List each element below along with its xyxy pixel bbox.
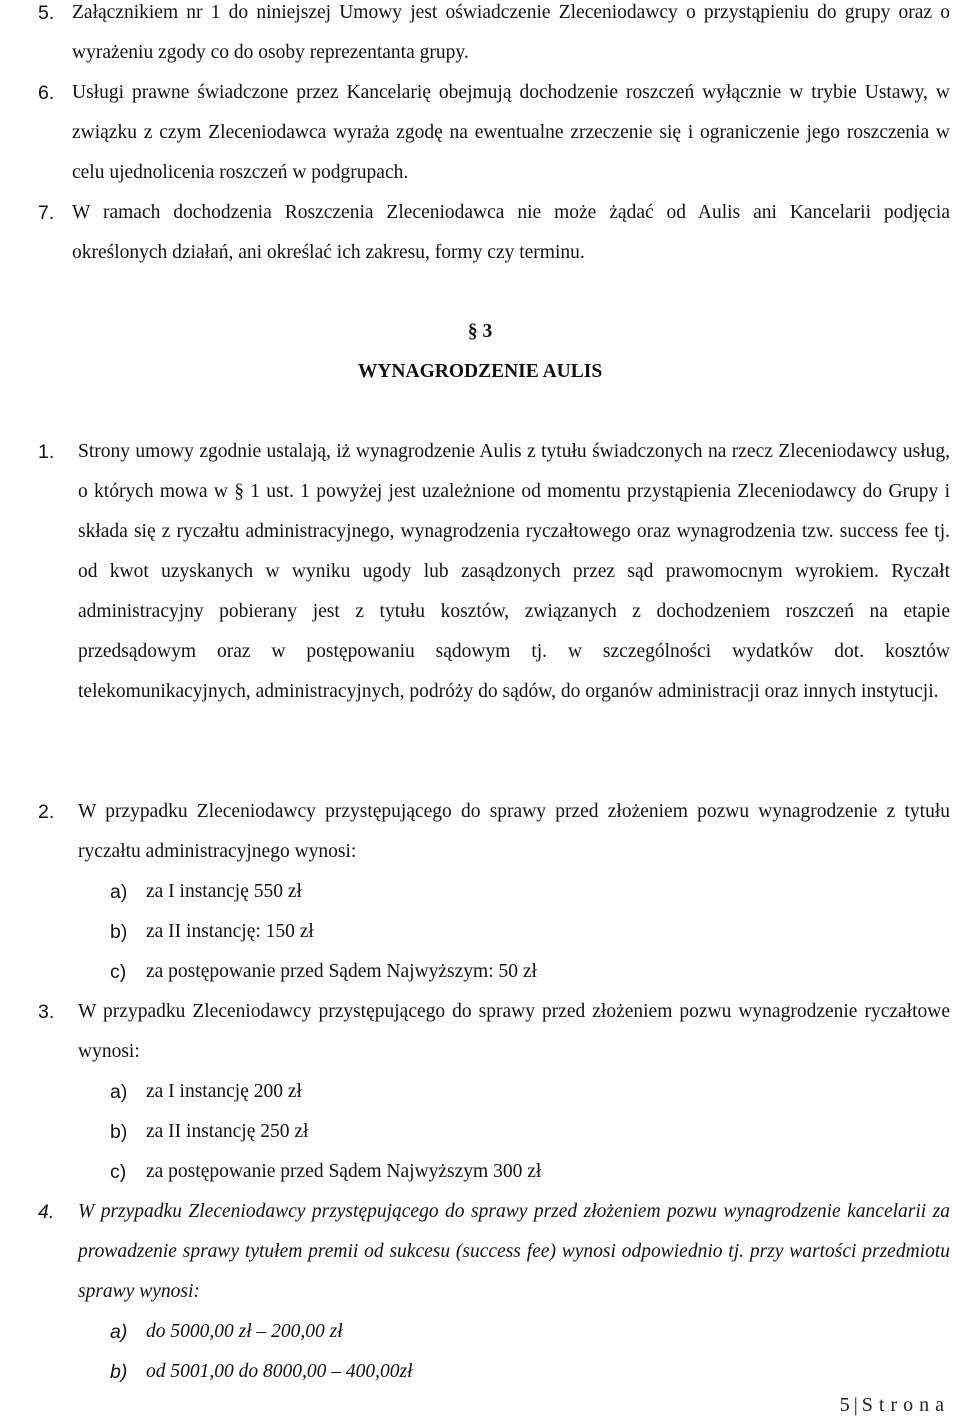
- list-item: [0, 73, 950, 193]
- list-item: [0, 0, 950, 73]
- item-number: 1.: [38, 441, 55, 463]
- sub-item-label: c): [110, 1161, 127, 1183]
- item-text: W przypadku Zleceniodawcy przystępującego do sprawy przed złożeniem pozwu wynagrodzenie kancelarii za prowadzenie sprawy tytułem premii od sukcesu (success fee) wynosi odpowiednio tj. przy wartości przedmiotu sprawy wynosi:: [78, 1201, 950, 1302]
- item-number: 2.: [38, 801, 55, 823]
- item-number: 5.: [38, 2, 55, 24]
- sub-item-text: za postępowanie przed Sądem Najwyższym: 50 zł: [146, 961, 537, 982]
- list-item: [0, 1192, 950, 1312]
- item-text: W przypadku Zleceniodawcy przystępującego do sprawy przed złożeniem pozwu wynagrodzenie z tytułu ryczałtu administracyjnego wynosi:: [78, 801, 950, 862]
- sub-item-label: b): [110, 1361, 128, 1383]
- section-title: WYNAGRODZENIE AULIS: [357, 361, 603, 382]
- sub-item-text: za II instancję 250 zł: [146, 1121, 309, 1142]
- footer-separator: |: [853, 1394, 858, 1416]
- page-label: Strona: [861, 1394, 950, 1416]
- sub-item-text: od 5001,00 do 8000,00 – 400,00zł: [146, 1361, 413, 1382]
- sub-item-text: do 5000,00 zł – 200,00 zł: [146, 1321, 343, 1342]
- sub-item-text: za I instancję 200 zł: [146, 1081, 302, 1102]
- sub-item-label: a): [110, 1081, 128, 1103]
- item-number: 3.: [38, 1001, 55, 1023]
- sub-item-label: b): [110, 1121, 128, 1143]
- list-item: [0, 432, 950, 712]
- item-text: Strony umowy zgodnie ustalają, iż wynagrodzenie Aulis z tytułu świadczonych na rzecz Zleceniodawcy usług, o których mowa w § 1 ust. 1 powyżej jest uzależnione od momentu przystąpienia Zleceniodawcy do Grupy i składa się z ryczałtu administracyjnego, wynagrodzenia ryczałtowego oraz wynagrodzenia tzw. success fee tj. od kwot uzyskanych w wyniku ugody lub zasądzonych przez sąd prawomocnym wyrokiem. Ryczałt administracyjny pobierany jest z tytułu kosztów, związanych z dochodzeniem roszczeń na etapie przedsądowym oraz w postępowaniu sądowym tj. w szczególności wydatków dot. kosztów telekomunikacyjnych, administracyjnych, podróży do sądów, do organów administracji oraz innych instytucji.: [78, 441, 950, 702]
- item-number: 7.: [38, 202, 55, 224]
- sub-item-label: c): [110, 961, 127, 983]
- sub-item-text: za II instancję: 150 zł: [146, 921, 314, 942]
- item-text: W ramach dochodzenia Roszczenia Zleceniodawca nie może żądać od Aulis ani Kancelarii podjęcia określonych działań, ani określać ich zakresu, formy czy terminu.: [72, 202, 950, 263]
- list-item: [0, 792, 950, 872]
- item-text: Załącznikiem nr 1 do niniejszej Umowy jest oświadczenie Zleceniodawcy o przystąpieniu do grupy oraz o wyrażeniu zgody co do osoby reprezentanta grupy.: [72, 2, 950, 63]
- item-number: 4.: [38, 1201, 55, 1223]
- sub-item-text: za postępowanie przed Sądem Najwyższym 300 zł: [146, 1161, 542, 1182]
- item-text: Usługi prawne świadczone przez Kancelarię obejmują dochodzenie roszczeń wyłącznie w trybie Ustawy, w związku z czym Zleceniodawca wyraża zgodę na ewentualne zrzeczenie się i ograniczenie jego roszczenia w celu ujednolicenia roszczeń w podgrupach.: [72, 82, 950, 183]
- sub-item-label: b): [110, 921, 128, 943]
- section-number: § 3: [467, 321, 493, 342]
- item-text: W przypadku Zleceniodawcy przystępującego do sprawy przed złożeniem pozwu wynagrodzenie ryczałtowe wynosi:: [78, 1001, 950, 1062]
- sub-item-label: a): [110, 1321, 128, 1343]
- page-footer: [840, 1386, 950, 1424]
- item-number: 6.: [38, 82, 55, 104]
- list-item: [0, 193, 950, 273]
- page-number: 5: [839, 1394, 850, 1416]
- sub-item-text: za I instancję 550 zł: [146, 881, 302, 902]
- list-item: [0, 992, 950, 1072]
- sub-item-label: a): [110, 881, 128, 903]
